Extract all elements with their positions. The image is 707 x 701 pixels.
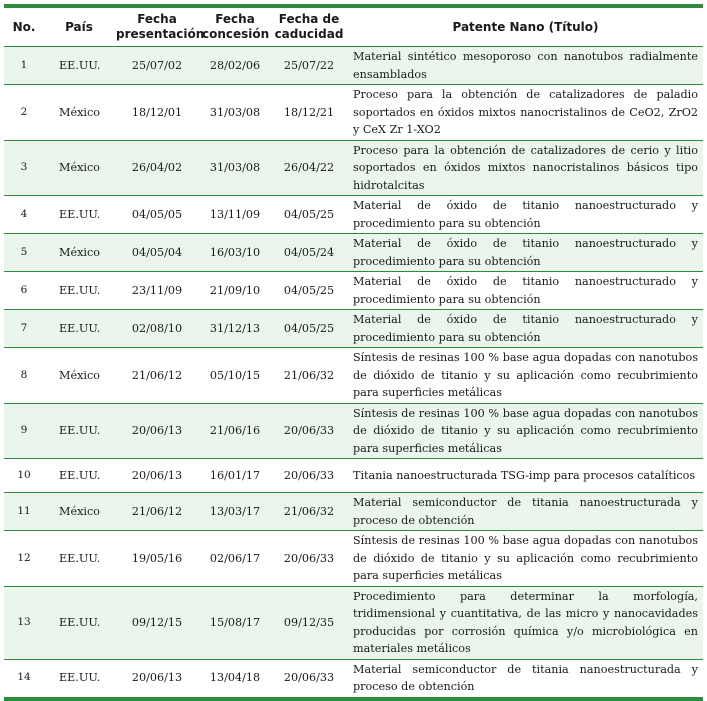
cell-no: 13: [17, 615, 31, 628]
cell-concesion: 05/10/15: [209, 368, 261, 382]
table-row: [4, 493, 703, 531]
cell-presentacion: 20/06/13: [131, 468, 183, 482]
cell-caducidad: 25/07/22: [283, 58, 335, 72]
cell-caducidad: 20/06/33: [283, 468, 335, 482]
cell-caducidad: 04/05/25: [283, 207, 335, 221]
cell-pais: México: [59, 105, 100, 119]
table-row: [4, 234, 703, 272]
cell-titulo: Material de óxido de titanio nanoestructurado y procedimiento para su obtención: [353, 237, 698, 268]
cell-presentacion: 09/12/15: [131, 615, 183, 629]
cell-caducidad: 18/12/21: [283, 105, 335, 119]
cell-titulo: Proceso para la obtención de catalizadores de cerio y litio soportados en óxidos mixtos nanocristalinos básicos tipo hidrotalcitas: [353, 143, 698, 192]
cell-presentacion: 20/06/13: [131, 424, 183, 437]
table-row: [4, 348, 703, 404]
cell-presentacion: 26/04/02: [131, 161, 183, 174]
cell-presentacion: 21/06/12: [131, 504, 183, 518]
cell-titulo: Material de óxido de titanio nanoestructurado y procedimiento para su obtención: [353, 275, 698, 306]
cell-pais: México: [59, 161, 100, 174]
cell-titulo: Síntesis de resinas 100 % base agua dopadas con nanotubos de dióxido de titanio y su aplicación como recubrimiento para superficies metálicas: [353, 534, 698, 582]
table-row: [4, 586, 703, 659]
cell-caducidad: 09/12/35: [283, 615, 335, 629]
header-fecha-concesion: Fecha concesión: [202, 12, 270, 41]
cell-pais: EE.UU.: [59, 207, 101, 221]
header-titulo: Patente Nano (Título): [452, 19, 599, 34]
patents-table: [4, 8, 703, 697]
cell-titulo: Síntesis de resinas 100 % base agua dopadas con nanotubos de dióxido de titanio y su aplicación como recubrimiento para superficies metálicas: [353, 406, 698, 455]
cell-pais: EE.UU.: [59, 615, 101, 629]
cell-concesion: 31/03/08: [209, 105, 261, 119]
cell-presentacion: 18/12/01: [131, 105, 183, 119]
cell-presentacion: 25/07/02: [131, 58, 183, 72]
table-row: [4, 459, 703, 493]
cell-caducidad: 26/04/22: [283, 161, 335, 174]
table-row: [4, 272, 703, 310]
cell-no: 10: [17, 468, 31, 481]
cell-presentacion: 23/11/09: [131, 283, 183, 297]
cell-pais: México: [59, 368, 100, 382]
cell-titulo: Material de óxido de titanio nanoestructurado y procedimiento para su obtención: [353, 199, 698, 230]
header-no: No.: [12, 19, 36, 34]
header-fecha-presentacion: Fecha presentación: [116, 12, 205, 41]
cell-no: 3: [20, 161, 28, 173]
cell-pais: EE.UU.: [59, 551, 101, 565]
cell-pais: EE.UU.: [59, 424, 101, 437]
cell-titulo: Síntesis de resinas 100 % base agua dopadas con nanotubos de dióxido de titanio y su aplicación como recubrimiento para superficies metálicas: [353, 351, 698, 399]
cell-titulo: Material semiconductor de titania nanoestructurada y proceso de obtención: [353, 496, 698, 527]
cell-concesion: 28/02/06: [209, 58, 261, 72]
table-row: [4, 659, 703, 697]
cell-caducidad: 04/05/25: [283, 283, 335, 297]
cell-concesion: 16/01/17: [209, 468, 261, 482]
table-body: [4, 47, 703, 697]
cell-titulo: Procedimiento para determinar la morfología, tridimensional y cuantitativa, de las micro y nanocavidades producidas por corrosión química y/o microbiológica en materiales metálicos: [353, 589, 698, 655]
cell-concesion: 16/03/10: [209, 245, 261, 259]
table-row: [4, 85, 703, 141]
cell-caducidad: 04/05/25: [283, 321, 335, 335]
cell-concesion: 21/06/16: [209, 424, 261, 437]
cell-presentacion: 04/05/05: [131, 207, 183, 221]
cell-no: 9: [20, 424, 28, 436]
header-pais: País: [65, 19, 93, 34]
table-row: [4, 196, 703, 234]
cell-concesion: 13/11/09: [209, 207, 261, 221]
cell-caducidad: 20/06/33: [283, 424, 335, 437]
cell-no: 4: [20, 207, 28, 220]
cell-no: 12: [17, 551, 31, 564]
cell-concesion: 21/09/10: [209, 283, 261, 297]
cell-pais: EE.UU.: [59, 468, 101, 482]
cell-no: 7: [20, 321, 28, 334]
cell-presentacion: 19/05/16: [131, 551, 183, 565]
cell-concesion: 13/04/18: [209, 671, 261, 685]
cell-concesion: 31/03/08: [209, 161, 261, 174]
cell-pais: EE.UU.: [59, 321, 101, 335]
cell-titulo: Material de óxido de titanio nanoestructurado y procedimiento para su obtención: [353, 313, 698, 344]
table-row: [4, 47, 703, 85]
cell-titulo: Material semiconductor de titania nanoestructurada y proceso de obtención: [353, 662, 698, 693]
cell-pais: EE.UU.: [59, 58, 101, 72]
cell-caducidad: 04/05/24: [283, 245, 335, 259]
cell-concesion: 13/03/17: [209, 504, 261, 518]
bottom-rule: [4, 697, 703, 701]
cell-titulo: Proceso para la obtención de catalizadores de paladio soportados en óxidos mixtos nanocristalinos de CeO2, ZrO2 y CeX Zr 1-XO2: [353, 88, 698, 136]
table-row: [4, 531, 703, 587]
table-header: [4, 8, 703, 47]
cell-pais: EE.UU.: [59, 671, 101, 685]
cell-pais: México: [59, 245, 100, 259]
cell-titulo: Titania nanoestructurada TSG-imp para procesos catalíticos: [353, 468, 696, 482]
cell-caducidad: 21/06/32: [283, 368, 335, 382]
table-row: [4, 403, 703, 459]
cell-pais: México: [59, 504, 100, 518]
cell-presentacion: 04/05/04: [131, 245, 183, 259]
cell-caducidad: 20/06/33: [283, 671, 335, 685]
cell-no: 8: [20, 368, 28, 381]
cell-pais: EE.UU.: [59, 283, 101, 297]
cell-titulo: Material sintético mesoporoso con nanotubos radialmente ensamblados: [353, 50, 698, 81]
table-row: [4, 310, 703, 348]
cell-concesion: 02/06/17: [209, 551, 261, 565]
cell-concesion: 31/12/13: [209, 321, 261, 335]
cell-no: 11: [17, 504, 31, 517]
cell-presentacion: 21/06/12: [131, 368, 183, 382]
cell-no: 5: [20, 245, 28, 258]
cell-presentacion: 02/08/10: [131, 321, 183, 335]
cell-caducidad: 20/06/33: [283, 551, 335, 565]
cell-concesion: 15/08/17: [209, 615, 261, 629]
cell-presentacion: 20/06/13: [131, 671, 183, 685]
patents-table-container: [4, 4, 703, 701]
cell-no: 14: [17, 671, 31, 684]
cell-caducidad: 21/06/32: [283, 504, 335, 518]
cell-no: 2: [20, 105, 28, 118]
cell-no: 1: [20, 58, 28, 71]
cell-no: 6: [20, 283, 28, 296]
header-fecha-caducidad: Fecha de caducidad: [274, 12, 344, 41]
table-row: [4, 140, 703, 196]
